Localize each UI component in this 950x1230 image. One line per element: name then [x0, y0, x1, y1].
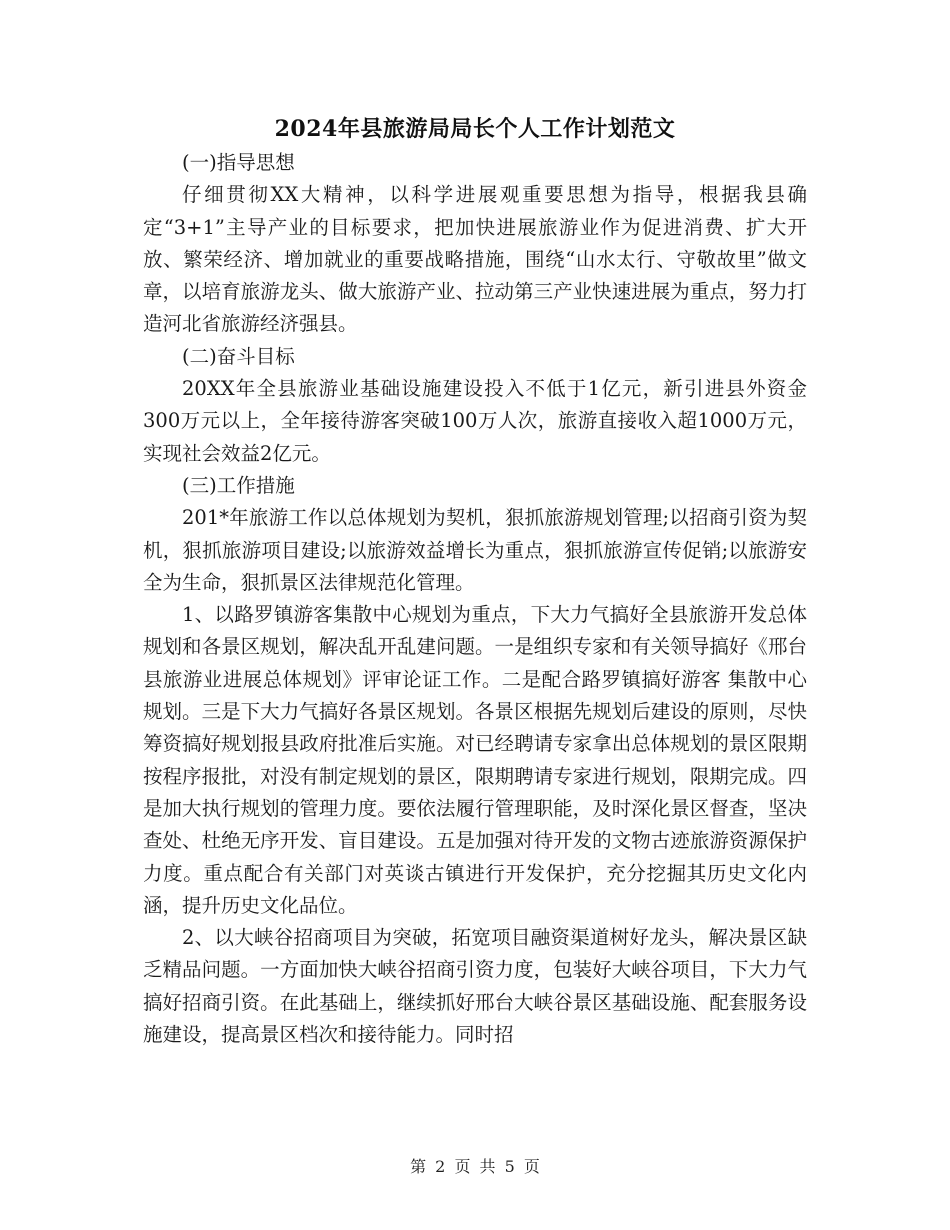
paragraph-measure-2: 2、以大峡谷招商项目为突破，拓宽项目融资渠道树好龙头，解决景区缺乏精品问题。一方面加快大峡谷招商引资力度，包装好大峡谷项目，下大力气搞好招商引资。在此基础上，继续抓好邢台大峡谷景区基础设施、配套服务设施建设，提高景区档次和接待能力。同时招 [143, 926, 807, 1047]
paragraph-goals: 20XX年全县旅游业基础设施建设投入不低于1亿元，新引进县外资金300万元以上，全年接待游客突破100万人次，旅游直接收入超1000万元，实现社会效益2亿元。 [143, 377, 807, 465]
page-footer: 第 2 页 共 5 页 [410, 1157, 540, 1176]
document-title: 2024年县旅游局局长个人工作计划范文 [274, 116, 676, 142]
paragraph-measure-1: 1、以路罗镇游客集散中心规划为重点，下大力气搞好全县旅游开发总体规划和各景区规划，解决乱开乱建问题。一是组织专家和有关领导搞好《邢台县旅游业进展总体规划》评审论证工作。二是配合路罗镇搞好游客 集散中心规划。三是下大力气搞好各景区规划。各景区根据先规划后建设的原则，尽快筹资搞好规划报县政府批准后实施。对已经聘请专家拿出总体规划的景区限期按程序报批，对没有制定规划的景区，限期聘请专家进行规划，限期完成。四是加大执行规划的管理力度。要依法履行管理职能，及时深化景区督查，坚决查处、杜绝无序开发、盲目建设。五是加强对待开发的文物古迹旅游资源保护力度。重点配合有关部门对英谈古镇进行开发保护，充分挖掘其历史文化内涵，提升历史文化品位。 [143, 603, 807, 917]
section-heading-goals: (二)奋斗目标 [182, 344, 295, 368]
section-heading-measures: (三)工作措施 [182, 473, 295, 497]
paragraph-guiding-ideology: 仔细贯彻XX大精神，以科学进展观重要思想为指导，根据我县确定“3+1”主导产业的目标要求，把加快进展旅游业作为促进消费、扩大开放、繁荣经济、增加就业的重要战略措施，围绕“山水太行、守敬故里”做文章，以培育旅游龙头、做大旅游产业、拉动第三产业快速进展为重点，努力打造河北省旅游经济强县。 [143, 183, 807, 336]
paragraph-measures-intro: 201*年旅游工作以总体规划为契机，狠抓旅游规划管理;以招商引资为契机，狠抓旅游项目建设;以旅游效益增长为重点，狠抓旅游宣传促销;以旅游安全为生命，狠抓景区法律规范化管理。 [143, 506, 807, 594]
section-heading-guiding-ideology: (一)指导思想 [182, 151, 295, 174]
document-body [143, 147, 807, 1051]
